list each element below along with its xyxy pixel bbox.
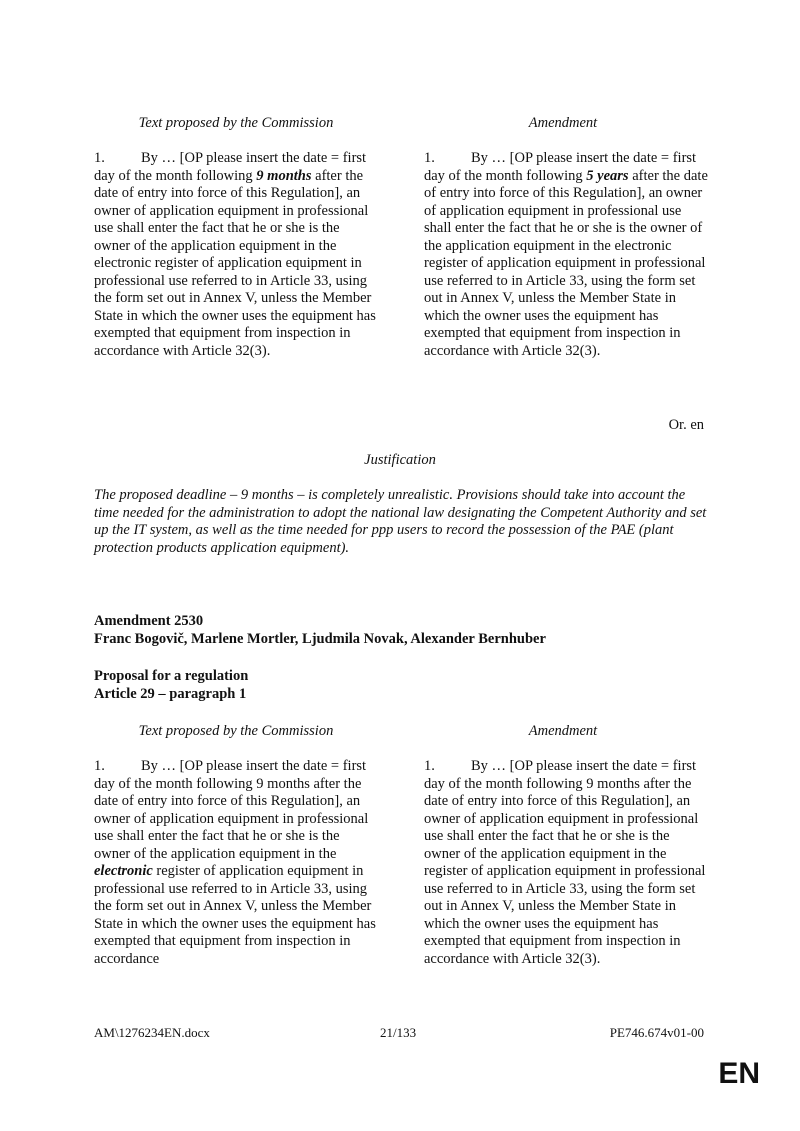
emphasis-deleted: electronic [94, 863, 153, 879]
col-head-amendment-2: Amendment [528, 723, 598, 739]
amendment-text-2: 1. By … [OP please insert the date = first day of the month following 9 months after the date of entry into force of this Regulation], an owner of application equipment in professional use shall enter the fact that he or she is the owner of the application equipment in the register of application equipment in professional use referred to in Article 33, using the form set out in Annex V, unless the Member State in which the owner uses the equipment has exempted that equipment from inspection in accordance with Article 32(3). [424, 758, 706, 967]
justification-text: The proposed deadline – 9 months – is completely unrealistic. Provisions should take into account the time needed for the administration to adopt the national law designating the Competent Authority and set up the IT system, as well as the time needed for ppp users to record the possession of the PAE (plant protection products application equipment). [94, 487, 707, 556]
commission-text-2: 1. By … [OP please insert the date = first day of the month following 9 months after the date of entry into force of this Regulation], an owner of application equipment in professional use shall enter the fact that he or she is the owner of the application equipment in the electronic register of application equipment in professional use referred to in Article 33, using the form set out in Annex V, unless the Member State in which the owner uses the equipment has exempted that equipment from inspection in accordance [94, 758, 376, 967]
amendment-text-1: 1. By … [OP please insert the date = first day of the month following 5 years after the date of entry into force of this Regulation], an owner of application equipment in professional use shall enter the fact that he or she is the owner of the application equipment in the electronic register of application equipment in professional use referred to in Article 33, using the form set out in Annex V, unless the Member State in which the owner uses the equipment has exempted that equipment from inspection in accordance with Article 32(3). [424, 150, 708, 359]
emphasis-changed: 5 years [586, 167, 629, 184]
amendment-label: Amendment 2530 [94, 613, 204, 629]
proposal-title: Proposal for a regulation [94, 668, 249, 684]
commission-text-1: 1. By … [OP please insert the date = first day of the month following 9 months after the date of entry into force of this Regulation], an owner of application equipment in professional use shall enter the fact that he or she is the owner of the application equipment in the electronic register of application equipment in professional use referred to in Article 33, using the form set out in Annex V, unless the Member State in which the owner uses the equipment has exempted that equipment from inspection in accordance with Article 32(3). [94, 150, 376, 359]
col-head-commission: Text proposed by the Commission [138, 115, 334, 131]
emphasis-deleted: 9 months [256, 167, 312, 184]
justification-title: Justification [364, 452, 436, 468]
para-number: 1. [94, 150, 105, 166]
col-head-amendment: Amendment [528, 115, 598, 131]
original-language: Or. en [668, 417, 704, 433]
para-number: 1. [424, 150, 435, 166]
article-reference: Article 29 – paragraph 1 [94, 686, 247, 702]
footer-doc-name: AM\1276234EN.docx [94, 1025, 210, 1040]
footer-reference: PE746.674v01-00 [609, 1025, 704, 1040]
para-number: 1. [424, 758, 435, 774]
amendment-authors: Franc Bogovič, Marlene Mortler, Ljudmila Novak, Alexander Bernhuber [94, 631, 546, 647]
para-number: 1. [94, 758, 105, 774]
footer-page-number: 21/133 [380, 1025, 417, 1040]
language-badge: EN [718, 1057, 760, 1090]
col-head-commission-2: Text proposed by the Commission [138, 723, 334, 739]
